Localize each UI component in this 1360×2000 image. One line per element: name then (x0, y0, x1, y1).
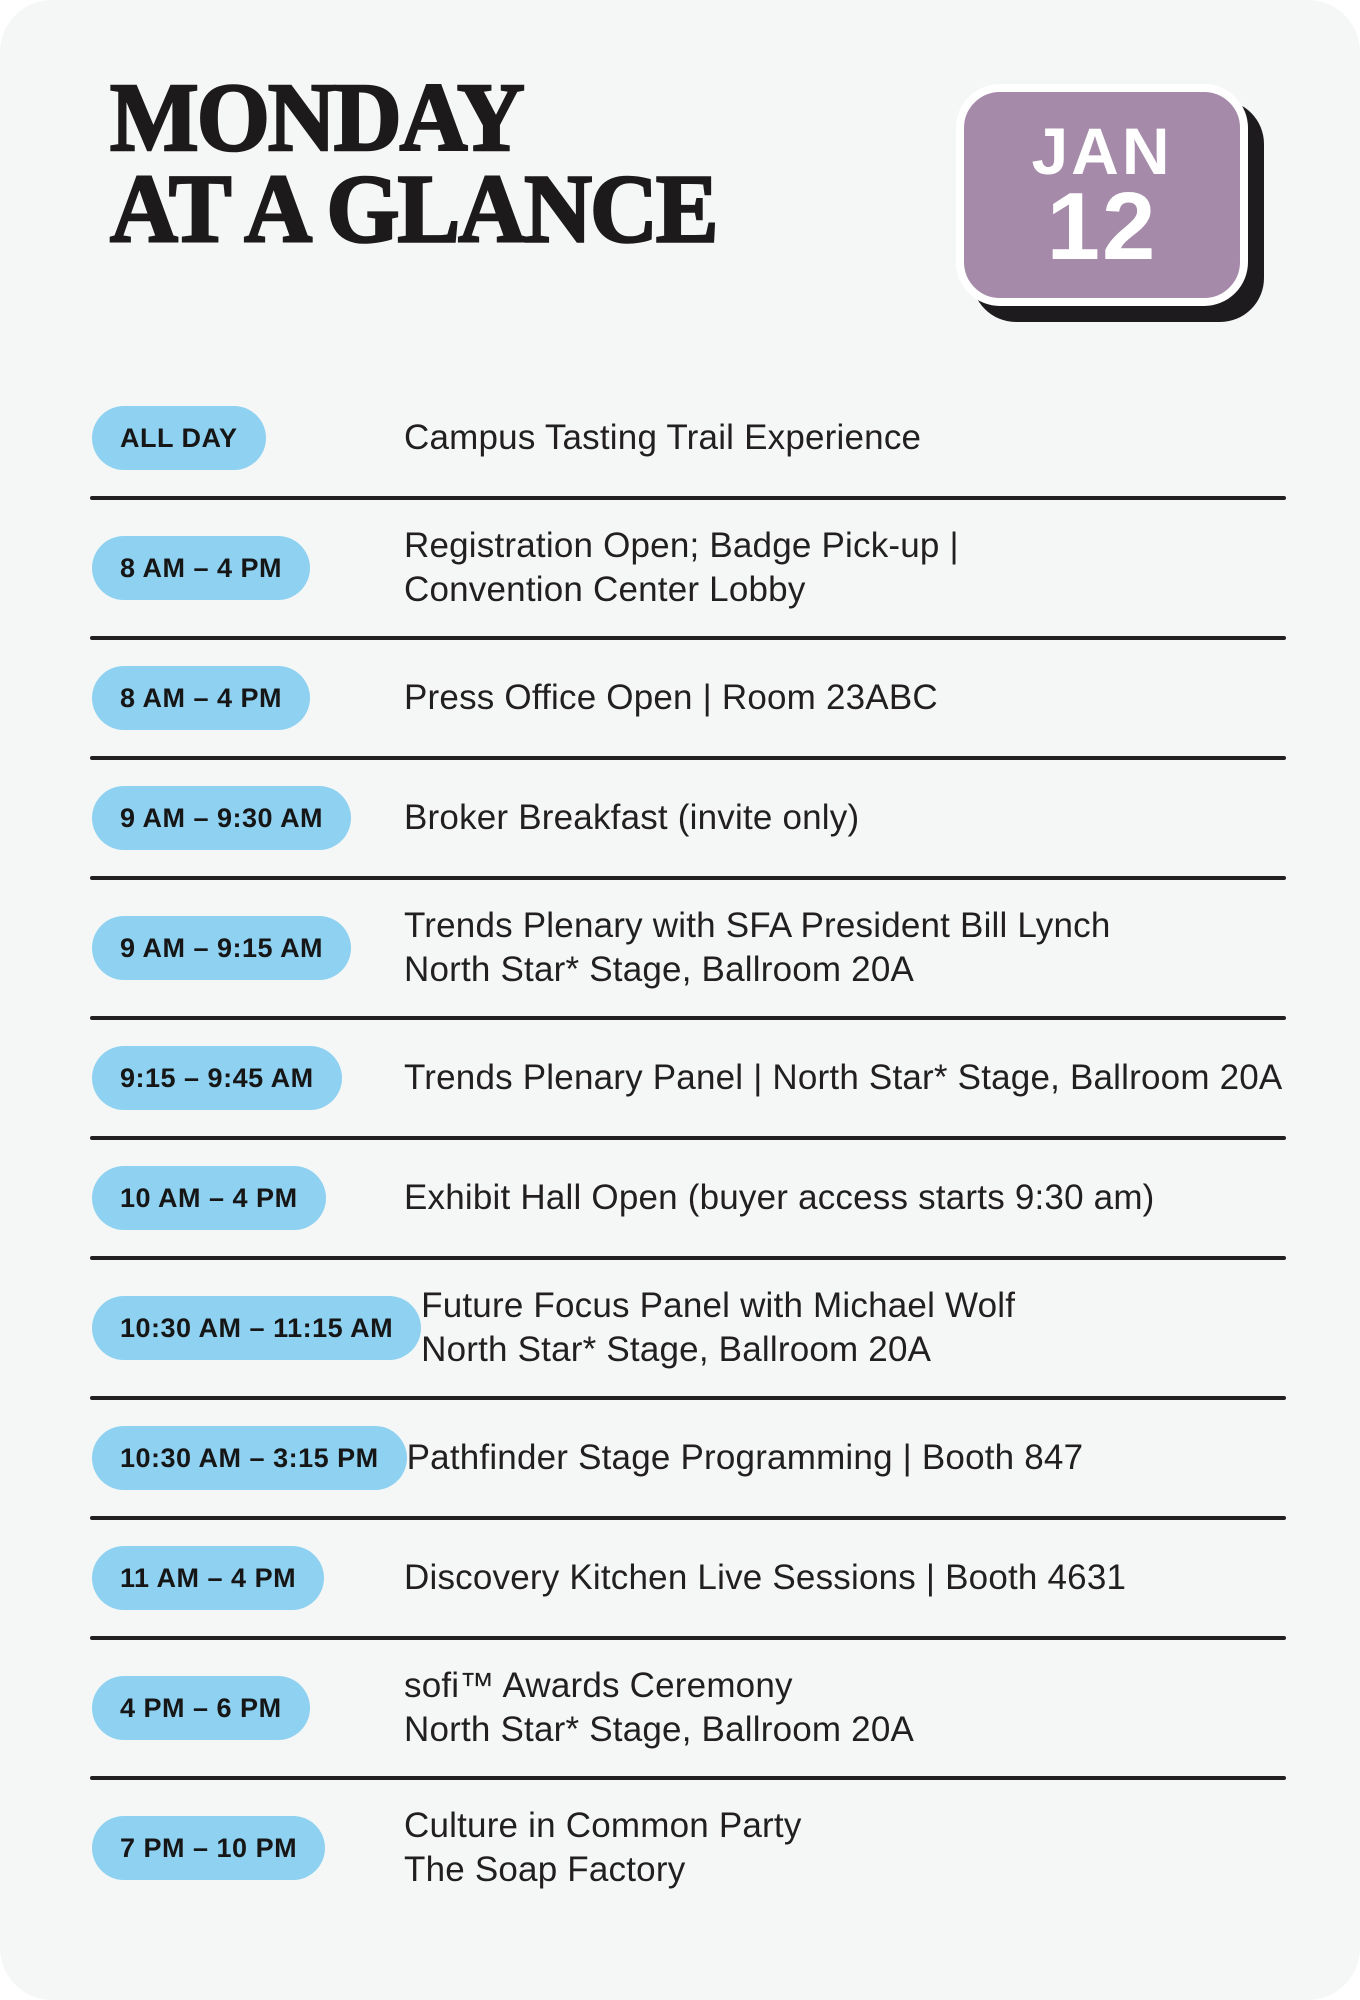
time-pill: ALL DAY (92, 406, 266, 470)
page-title-line1: MONDAY (110, 63, 523, 172)
schedule-row (82, 1020, 1286, 1136)
page-title-line2: AT A GLANCE (110, 155, 717, 264)
time-pill: 4 PM – 6 PM (92, 1676, 310, 1740)
event-text: Trends Plenary with SFA President Bill Lynch North Star* Stage, Ballroom 20A (404, 906, 1111, 989)
schedule-row (82, 1140, 1286, 1256)
schedule-row (82, 1520, 1286, 1636)
event-text: Registration Open; Badge Pick-up | Convention Center Lobby (404, 526, 959, 609)
time-pill: 11 AM – 4 PM (92, 1546, 324, 1610)
event-text: Future Focus Panel with Michael Wolf North Star* Stage, Ballroom 20A (421, 1286, 1016, 1369)
schedule-row (82, 380, 1286, 496)
event-text: sofi™ Awards Ceremony North Star* Stage, Ballroom 20A (404, 1666, 915, 1749)
event-text: Pathfinder Stage Programming | Booth 847 (406, 1438, 1084, 1477)
schedule-list (82, 380, 1286, 1916)
schedule-row (82, 1640, 1286, 1776)
event-text: Culture in Common Party The Soap Factory (404, 1806, 802, 1889)
time-pill: 8 AM – 4 PM (92, 536, 310, 600)
event-text: Campus Tasting Trail Experience (404, 418, 922, 457)
event-text: Discovery Kitchen Live Sessions | Booth 4631 (404, 1558, 1127, 1597)
time-pill: 10:30 AM – 11:15 AM (92, 1296, 421, 1360)
schedule-row (82, 1780, 1286, 1916)
schedule-row (82, 760, 1286, 876)
schedule-row (82, 1400, 1286, 1516)
time-pill: 10:30 AM – 3:15 PM (92, 1426, 407, 1490)
event-text: Exhibit Hall Open (buyer access starts 9:30 am) (404, 1178, 1155, 1217)
time-pill: 7 PM – 10 PM (92, 1816, 325, 1880)
event-text: Press Office Open | Room 23ABC (404, 678, 938, 717)
time-pill: 9 AM – 9:30 AM (92, 786, 351, 850)
schedule-row (82, 640, 1286, 756)
event-text: Trends Plenary Panel | North Star* Stage, Ballroom 20A (404, 1058, 1283, 1097)
schedule-row (82, 1260, 1286, 1396)
date-badge-month: JAN (1031, 114, 1173, 188)
time-pill: 8 AM – 4 PM (92, 666, 310, 730)
time-pill: 9 AM – 9:15 AM (92, 916, 351, 980)
header (0, 0, 1360, 306)
time-pill: 9:15 – 9:45 AM (92, 1046, 342, 1110)
schedule-row (82, 880, 1286, 1016)
date-badge (956, 84, 1248, 306)
time-pill: 10 AM – 4 PM (92, 1166, 326, 1230)
event-text: Broker Breakfast (invite only) (404, 798, 860, 837)
page-title (110, 63, 717, 264)
schedule-row (82, 500, 1286, 636)
date-badge-day: 12 (1046, 173, 1158, 280)
